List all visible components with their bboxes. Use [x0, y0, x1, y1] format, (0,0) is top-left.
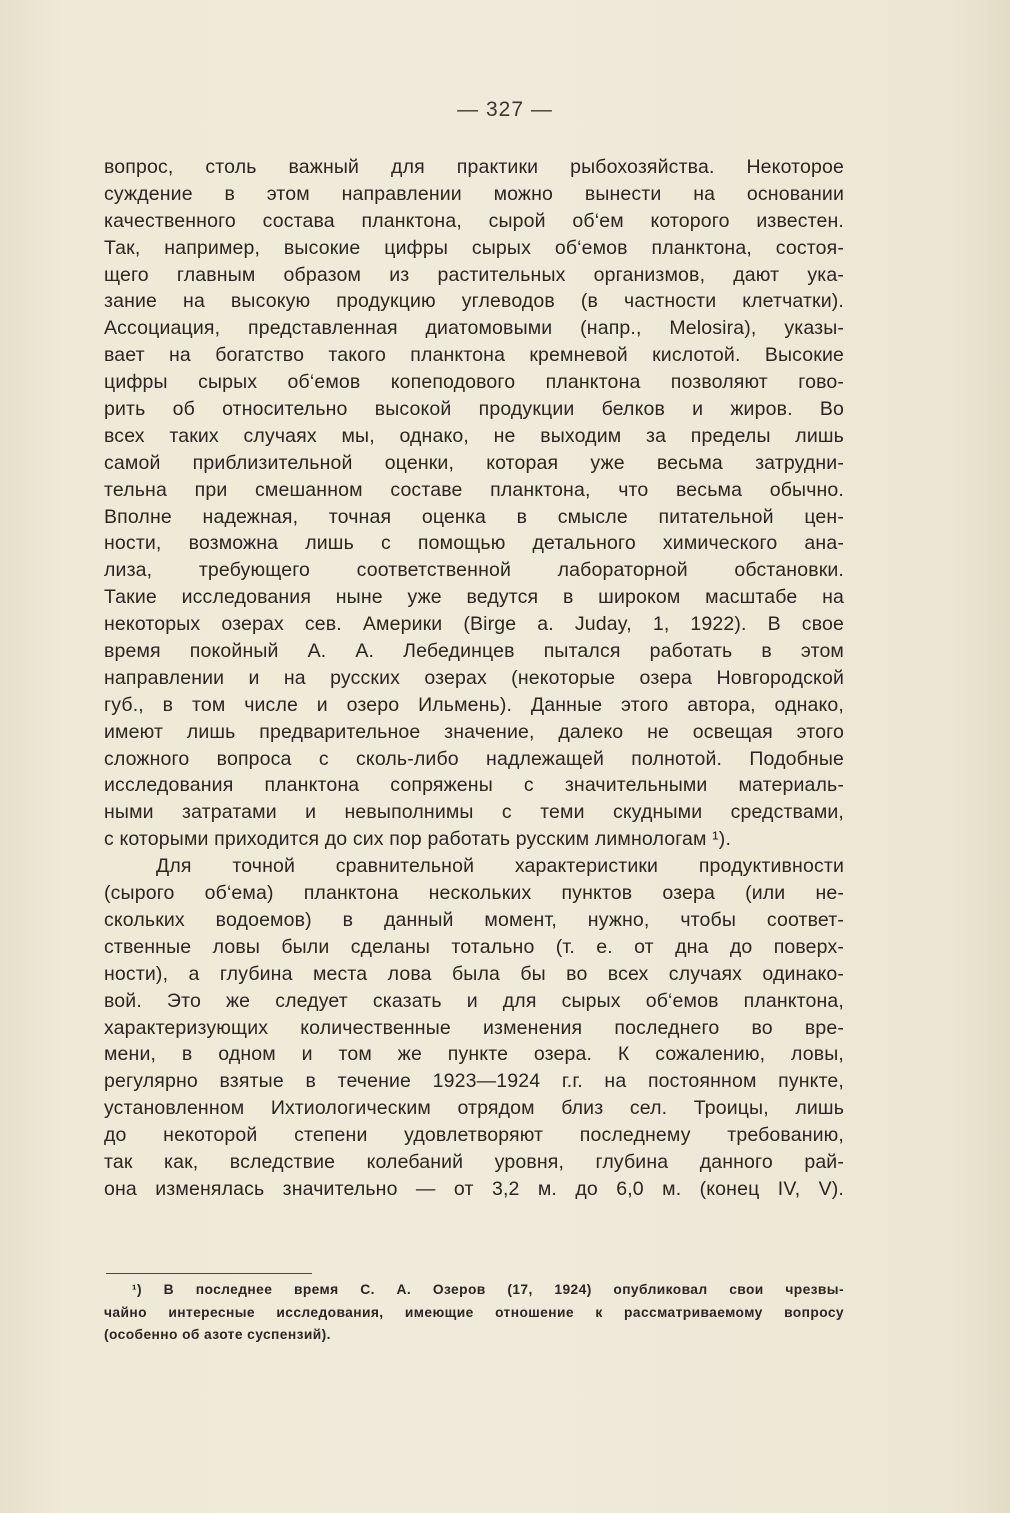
text-line: имеют лишь предварительное значение, далеко не освещая этого — [104, 720, 844, 743]
text-line: вопрос, столь важный для практики рыбохозяйства. Некоторое — [104, 156, 844, 178]
footnote-separator — [106, 1273, 312, 1274]
text-line: рить об относительно высокой продукции белков и жиров. Во — [104, 398, 844, 421]
text-line: мени, в одном и том же пункте озера. К сожалению, ловы, — [104, 1043, 844, 1066]
text-line: она изменялась значительно — от 3,2 м. до 6,0 м. (конец IV, V). — [104, 1177, 844, 1200]
text-line: ности), а глубина места лова была бы во всех случаях одинако- — [104, 962, 844, 985]
body-text — [104, 154, 844, 1203]
footnotes — [104, 1279, 844, 1347]
text-line: (сырого об‘ема) планктона нескольких пунктов озера (или не- — [104, 882, 844, 905]
text-line: Так, например, высокие цифры сырых об‘емов планктона, состоя- — [104, 236, 844, 259]
text-line: направлении и на русских озерах (некоторые озера Новгородской — [104, 666, 844, 689]
text-line: Такие исследования ныне уже ведутся в широком масштабе на — [104, 586, 844, 609]
text-line: до некоторой степени удовлетворяют последнему требованию, — [104, 1124, 844, 1147]
footnote-line: чайно интересные исследования, имеющие отношение к рассматриваемому вопросу — [104, 1304, 844, 1320]
text-line: скольких водоемов) в данный момент, нужно, чтобы соответ- — [104, 908, 844, 931]
text-line: суждение в этом направлении можно вынести на основании — [104, 182, 844, 205]
page-number: — 327 — — [457, 98, 553, 121]
text-line: качественного состава планктона, сырой об‘ем которого известен. — [104, 209, 844, 232]
text-line: вой. Это же следует сказать и для сырых об‘емов планктона, — [104, 989, 844, 1012]
footnote-line: (особенно об азоте суспензий). — [104, 1327, 331, 1342]
text-line: ственные ловы были сделаны тотально (т. е. от дна до поверх- — [104, 935, 844, 958]
text-line: исследования планктона сопряжены с значительными материаль- — [104, 774, 844, 797]
text-line: цифры сырых об‘емов копеподового планктона позволяют гово- — [104, 371, 844, 394]
text-line: всех таких случаях мы, однако, не выходим за пределы лишь — [104, 424, 844, 447]
text-line: с которыми приходится до сих пор работать русским лимнологам ¹). — [104, 828, 732, 851]
text-line: Ассоциация, представленная диатомовыми (напр., Melosira), указы- — [104, 317, 844, 340]
footnote-line: ¹) В последнее время С. А. Озеров (17, 1924) опубликовал свои чрезвы- — [132, 1282, 844, 1297]
text-line: Для точной сравнительной характеристики продуктивности — [156, 855, 844, 878]
text-line: установленном Ихтиологическим отрядом близ сел. Троицы, лишь — [104, 1097, 844, 1120]
text-line: лиза, требующего соответственной лабораторной обстановки. — [104, 559, 844, 582]
text-line: время покойный А. А. Лебединцев пытался работать в этом — [104, 640, 844, 663]
text-line: сложного вопроса с сколь-либо надлежащей полнотой. Подобные — [104, 747, 844, 770]
text-line: ности, возможна лишь с помощью детального химического ана- — [104, 532, 844, 555]
text-line: губ., в том числе и озеро Ильмень). Данные этого автора, однако, — [104, 693, 844, 716]
text-line: так как, вследствие колебаний уровня, глубина данного рай- — [104, 1150, 844, 1173]
text-line: зание на высокую продукцию углеводов (в частности клетчатки). — [104, 290, 844, 313]
text-line: регулярно взятые в течение 1923—1924 г.г. на постоянном пункте, — [104, 1070, 844, 1093]
text-line: ными затратами и невыполнимы с теми скудными средствами, — [104, 801, 844, 824]
text-line: вает на богатство такого планктона кремневой кислотой. Высокие — [104, 344, 844, 367]
text-line: тельна при смешанном составе планктона, что весьма обычно. — [104, 478, 844, 501]
text-line: некоторых озерах сев. Америки (Birge a. Juday, 1, 1922). В свое — [104, 613, 844, 636]
text-line: Вполне надежная, точная оценка в смысле питательной цен- — [104, 505, 844, 528]
text-line: характеризующих количественные изменения последнего во вре- — [104, 1016, 844, 1039]
text-line: самой приблизительной оценки, которая уже весьма затрудни- — [104, 451, 844, 474]
text-line: щего главным образом из растительных организмов, дают ука- — [104, 263, 844, 286]
